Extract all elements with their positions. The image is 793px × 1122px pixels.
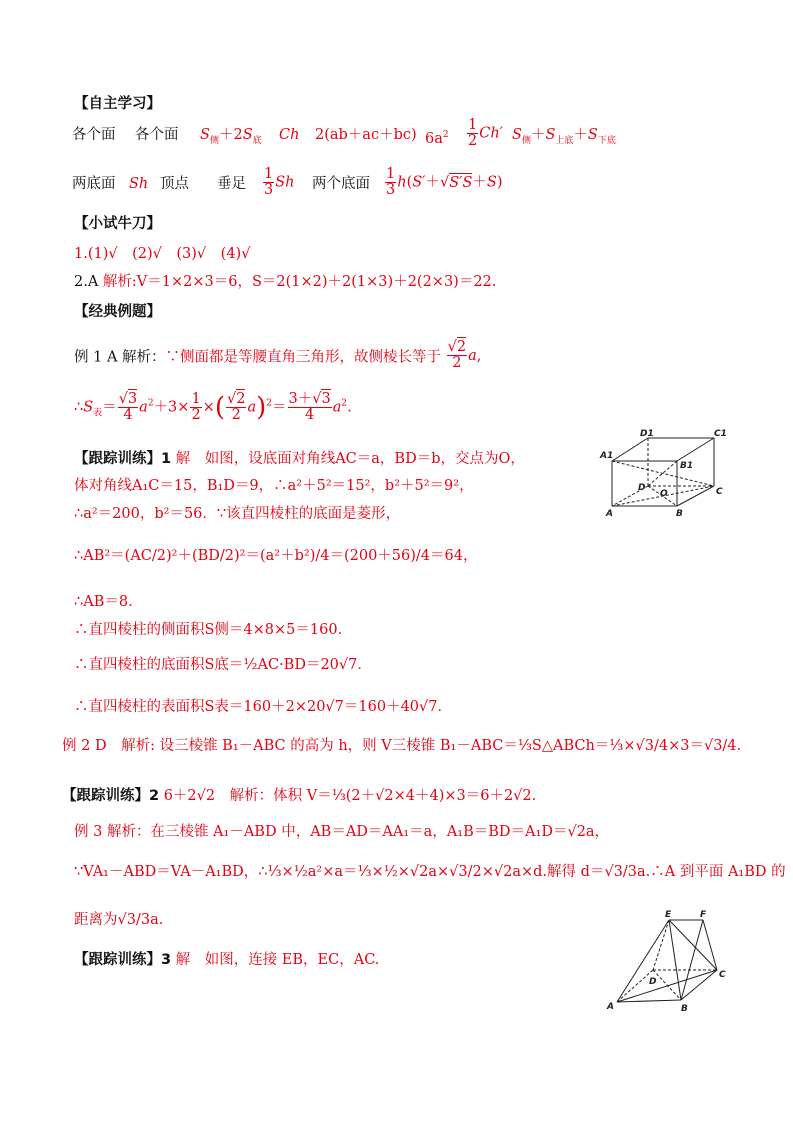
quiz-line-1: 1.(1)√ (2)√ (3)√ (4)√: [74, 246, 251, 262]
track-1-line-3: ∴a²＝200，b²＝56．∵该直四棱柱的底面是菱形，: [74, 506, 401, 522]
label-D1: D1: [640, 429, 654, 439]
label-A: A: [607, 1002, 614, 1012]
answer-5: 2(ab＋ac＋bc): [315, 127, 417, 143]
track-2-line: [62, 786, 536, 806]
label-B: B: [681, 1004, 688, 1014]
track-1-line-4: ∴AB²＝(AC/2)²＋(BD/2)²＝(a²＋b²)/4＝(200＋56)/4＝64，: [74, 548, 478, 564]
label-F: F: [700, 910, 707, 920]
answer-10: Sh: [129, 176, 149, 192]
answer-13: $\frac{1}{3}$ Sh: [264, 166, 295, 198]
quiz-answer-analysis: 解析:V＝1×2×3＝6，S＝2(1×2)＋2(1×3)＋2(2×3)＝22.: [102, 274, 497, 290]
label-A: A: [606, 509, 613, 518]
example-3-line-3: 距离为√3/3a.: [74, 912, 164, 928]
track-1-line-1: [74, 449, 525, 469]
example-1-line-1: [74, 339, 482, 373]
track-2-label: 【跟踪训练】2: [62, 788, 160, 804]
label-O: O: [660, 489, 668, 499]
example-3-line-2: ∵VA₁－ABD＝VA－A₁BD，∴⅓×½a²×a＝⅓×½×√2a×√3/2×√2a×d.解得 d＝√3/3a.∴A 到平面 A₁BD 的: [74, 864, 786, 880]
track-1-line-7: ∴直四棱柱的底面积S底＝½AC·BD＝20√7．: [74, 657, 372, 673]
answer-9: 两底面: [72, 176, 116, 192]
section-quiz-heading: 【小试牛刀】: [74, 216, 161, 232]
answer-2: 各个面: [135, 127, 179, 143]
label-C: C: [719, 970, 726, 980]
track-3-label: 【跟踪训练】3: [74, 952, 172, 968]
track-1-label: 【跟踪训练】1: [74, 451, 172, 467]
example-3-line-1: 例 3 解析：在三棱锥 A₁－ABD 中，AB＝AD＝AA₁＝a，A₁B＝BD＝A₁D＝√2a，: [74, 824, 610, 840]
quiz-line-2: [74, 272, 496, 292]
label-D: D: [649, 977, 657, 987]
example-1-value: $\frac{√2}{2}$ a,: [447, 339, 482, 371]
answer-8: $S_侧+S_{上底}+S_{下底}$: [512, 127, 616, 146]
example-1-text: ∵侧面都是等腰直角三角形，故侧棱长等于: [165, 349, 442, 366]
label-A1: A1: [600, 451, 614, 461]
answer-11: 顶点: [160, 176, 189, 192]
answer-14: 两个底面: [312, 176, 370, 192]
track-1-line-2: 体对角线A₁C＝15，B₁D＝9，∴a²＋5²＝15²，b²＋5²＝9²，: [74, 478, 474, 494]
answer-6: $6a^2$: [425, 130, 449, 147]
answer-15: $\frac{1}{3}$ h(S′＋√S′S＋S): [386, 166, 503, 198]
quiz-answer-letter: 2.A: [74, 274, 99, 290]
track-1-line-5: ∴AB＝8．: [74, 594, 143, 610]
label-C: C: [716, 487, 723, 497]
prism-figure: [598, 426, 728, 518]
label-C1: C1: [714, 429, 727, 439]
label-B: B: [676, 509, 683, 518]
track-3-text: 解 如图，连接 EB，EC，AC.: [175, 952, 380, 968]
polyhedron-figure: [603, 908, 733, 1014]
track-1-line-6: ∴直四棱柱的侧面积S侧＝4×8×5＝160．: [74, 622, 353, 638]
track-2-text: 6＋2√2 解析：体积 V＝⅓(2＋√2×4＋4)×3＝6＋2√2.: [163, 788, 537, 804]
example-1-formula: $\therefore S_表=$ $\frac{√3}{4}$ $a^2+3\times$ $\frac{1}{2}$ ×( $\frac{√2}{2}$ a)$^2$＝ $\frac{3+√3}{4}$ $a^2$.: [74, 391, 352, 423]
answer-4: Ch: [279, 127, 300, 143]
label-E: E: [665, 910, 672, 920]
answer-7: $\frac{1}{2}$ Ch′: [468, 117, 503, 149]
section-examples-heading: 【经典例题】: [74, 304, 161, 320]
label-D: D: [638, 483, 646, 493]
answer-12: 垂足: [217, 176, 246, 192]
section-self-study-heading: 【自主学习】: [74, 96, 161, 112]
track-3-line: [74, 950, 379, 970]
label-B1: B1: [680, 461, 694, 471]
example-2-text: 例 2 D 解析: 设三棱锥 B₁－ABC 的高为 h，则 V三棱锥 B₁－ABC＝⅓S△ABCh＝⅓×√3/4×3＝√3/4.: [62, 738, 742, 754]
track-1-text-1: 解 如图，设底面对角线AC＝a，BD＝b，交点为O，: [175, 451, 525, 467]
track-1-line-8: ∴直四棱柱的表面积S表＝160＋2×20√7＝160＋40√7．: [74, 699, 452, 715]
answer-1: 各个面: [72, 127, 116, 143]
example-1-label: 例 1 A 解析：: [74, 349, 166, 366]
answer-3: $S_侧+2S_底$: [200, 127, 262, 146]
